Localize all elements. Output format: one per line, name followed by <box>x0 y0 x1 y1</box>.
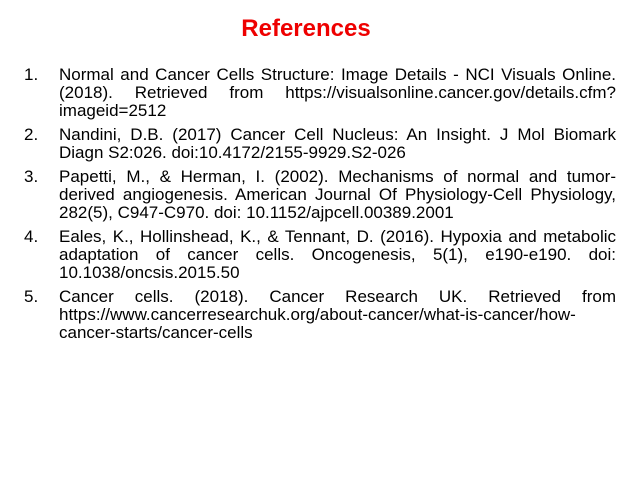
reference-item-1 <box>24 66 616 120</box>
reference-text: Nandini, D.B. (2017) Cancer Cell Nucleus: An Insight. J Mol Biomark Diagn S2:026. doi:10.4172/2155-9929.S2-026 <box>59 125 616 162</box>
reference-number: 2. <box>24 125 39 144</box>
reference-text: Eales, K., Hollinshead, K., & Tennant, D. (2016). Hypoxia and metabolic adaptation of cancer cells. Oncogenesis, 5(1), e190-e190. doi: 10.1038/oncsis.2015.50 <box>59 227 616 282</box>
reference-item-3 <box>24 168 616 222</box>
reference-item-4 <box>24 228 616 282</box>
reference-item-2 <box>24 126 616 162</box>
reference-number: 5. <box>24 287 39 306</box>
reference-text: Papetti, M., & Herman, I. (2002). Mechanisms of normal and tumor-derived angiogenesis. American Journal Of Physiology-Cell Physiology, 282(5), C947-C970. doi: 10.1152/ajpcell.00389.2001 <box>59 167 616 222</box>
reference-number: 3. <box>24 167 39 186</box>
reference-number: 4. <box>24 227 39 246</box>
slide-title: References <box>241 15 371 42</box>
reference-item-5 <box>24 288 616 342</box>
reference-text: Normal and Cancer Cells Structure: Image Details - NCI Visuals Online. (2018). Retrieved from https://visualsonline.cancer.gov/details.cfm?imageid=2512 <box>59 65 616 120</box>
reference-text: Cancer cells. (2018). Cancer Research UK. Retrieved from https://www.cancerresearchuk.org/about-cancer/what-is-cancer/how-cancer-starts/cancer-cells <box>59 287 616 342</box>
reference-list <box>24 66 616 348</box>
reference-number: 1. <box>24 65 39 84</box>
